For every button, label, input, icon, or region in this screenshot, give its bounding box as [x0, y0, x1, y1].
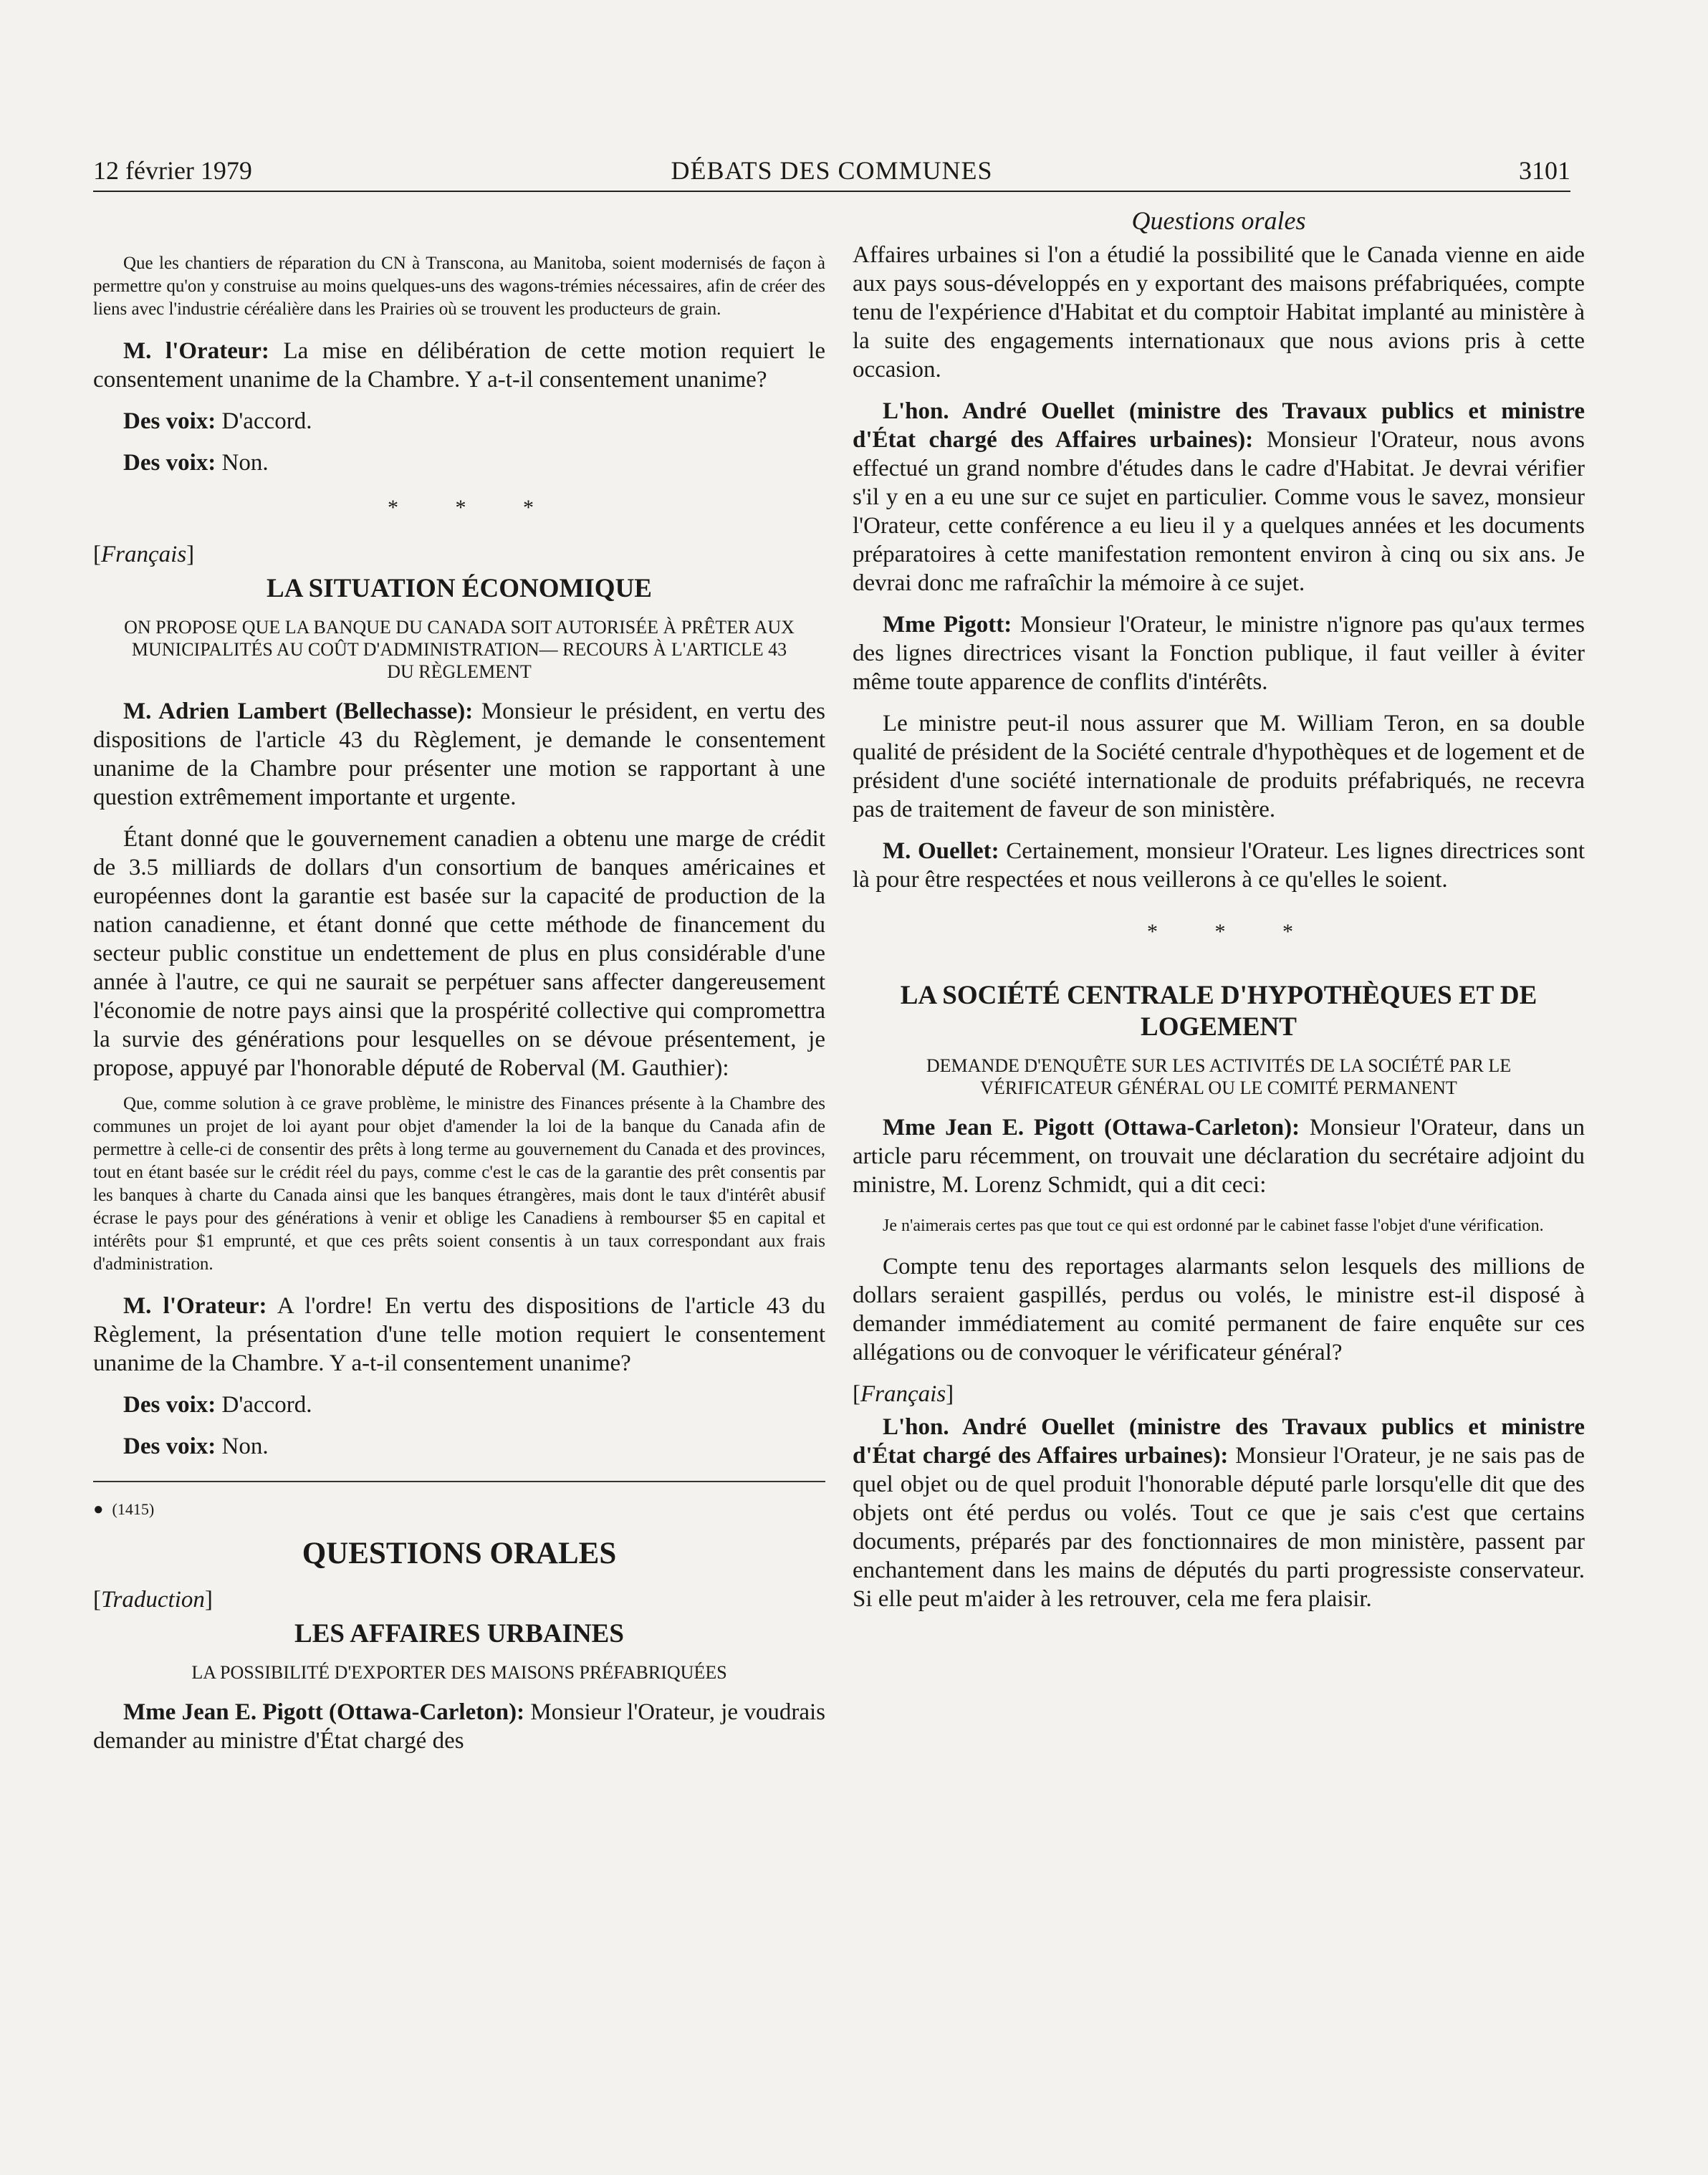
section-separator: * * * — [388, 496, 560, 519]
paragraph — [853, 397, 1585, 597]
speaker-name: M. l'Orateur: — [123, 1293, 267, 1319]
paragraph — [853, 837, 1585, 894]
header-date: 12 février 1979 — [93, 156, 252, 185]
running-head: Questions orales — [1131, 206, 1306, 235]
language-tag: [Traduction] — [93, 1587, 213, 1613]
speaker-name: L'hon. André Ouellet (ministre des Travaux publics et ministre d'État chargé des Affaires urbaines): — [853, 1414, 1585, 1469]
language-label: Français — [860, 1381, 946, 1407]
paragraph: Étant donné que le gouvernement canadien a obtenu une marge de crédit de 3.5 milliards de dollars d'un consortium de banques américaines et européennes dont la garantie est basée sur la capacité de production de la nation canadienne, et étant donné que cette méthode de financement du secteur public constitue un endettement de plus en plus considérable d'une année à l'autre, ce qui ne saurait se perpétuer sans affecter dangereusement l'économie de notre pays ainsi que la prospérité collective qui compromettra la survie des générations pour lesquelles on se dévoue présentement, je propose, appuyé par l'honorable député de Roberval (M. Gauthier): — [93, 826, 825, 1081]
speaker-name: Mme Jean E. Pigott (Ottawa-Carleton): — [123, 1699, 525, 1725]
paragraph: Affaires urbaines si l'on a étudié la possibilité que le Canada vienne en aide aux pays sous-développés en y exportant des maisons préfabriquées, compte tenu de l'expérience d'Habitat et du comptoir Habitat implanté au ministère à la suite des engagements internationaux que nous avions pris à cette occasion. — [853, 242, 1585, 383]
speaker-name: Mme Pigott: — [883, 612, 1012, 638]
speaker-name: Des voix: — [123, 450, 216, 476]
speaker-name: Des voix: — [123, 1434, 216, 1459]
paragraph — [93, 337, 825, 394]
time-marker-text: (1415) — [112, 1500, 155, 1518]
voice-line — [93, 407, 825, 436]
section-separator: * * * — [1147, 920, 1319, 944]
speech-text: Monsieur l'Orateur, je voudrais demander au ministre d'État chargé des — [93, 1699, 825, 1754]
speaker-name: L'hon. André Ouellet (ministre des Travaux publics et ministre d'État chargé des Affaires urbaines): — [853, 398, 1585, 453]
time-marker — [93, 1499, 825, 1519]
speech-text: D'accord. — [221, 1392, 312, 1418]
speech-text: Non. — [221, 450, 269, 476]
speaker-name: M. Adrien Lambert (Bellechasse): — [123, 698, 474, 724]
paragraph: Compte tenu des reportages alarmants selon lesquels des millions de dollars seraient gaspillés, perdus ou volés, le ministre est-il disposé à demander immédiatement au comité permanent de faire enquête sur ces allégations ou de convoquer le vérificateur général? — [853, 1254, 1585, 1365]
paragraph — [93, 1292, 825, 1378]
quoted-statement: Je n'aimerais certes pas que tout ce qui est ordonné par le cabinet fasse l'objet d'une vérification. — [883, 1216, 1544, 1235]
speech-text: D'accord. — [221, 408, 312, 434]
speech-text: Monsieur le président, en vertu des dispositions de l'article 43 du Règlement, je demande le consentement unanime de la Chambre pour présenter une motion se rapportant à une question extrêmement importante et urgente. — [93, 698, 825, 810]
paragraph — [853, 1413, 1585, 1613]
voice-line — [93, 1391, 825, 1419]
paragraph — [93, 1698, 825, 1755]
voice-line — [93, 1432, 825, 1461]
speech-text: Certainement, monsieur l'Orateur. Les lignes directrices sont là pour être respectées et nous veillerons à ce qu'elles le soient. — [853, 838, 1585, 893]
speech-text: Non. — [221, 1434, 269, 1459]
speaker-name: Mme Jean E. Pigott (Ottawa-Carleton): — [883, 1115, 1300, 1141]
left-column — [93, 205, 825, 2053]
motion-quote: Que les chantiers de réparation du CN à Transcona, au Manitoba, soient modernisés de façon à permettre qu'on y construise au moins quelques-uns des wagons-trémies nécessaires, afin de créer des liens avec l'industrie céréalière dans les Prairies où se trouvent les producteurs de grain. — [93, 254, 825, 319]
speaker-name: Des voix: — [123, 408, 216, 434]
header-page-number: 3101 — [1519, 156, 1570, 185]
divider — [93, 1481, 825, 1482]
speech-text: Monsieur l'Orateur, le ministre n'ignore pas qu'aux termes des lignes directrices visant la Fonction publique, il faut veiller à éviter même toute apparence de conflits d'intérêts. — [853, 612, 1585, 695]
motion-quote: Que, comme solution à ce grave problème, le ministre des Finances présente à la Chambre des communes un projet de loi ayant pour objet d'amender la loi de la banque du Canada afin de permettre à celle-ci de consentir des prêts à long terme au gouvernement du Canada et des provinces, tout en étant basée sur le crédit réel du pays, comme c'est le cas de la garantie des prêt consentis par les banques à charte du Canada ainsi que les banques étrangères, mais dont le taux d'intérêt abusif écrase le pays pour des générations à venir et oblige les Canadiens à rembourser $5 en capital et intérêts pour $1 emprunté, et que ces prêts soient consentis à un taux correspondant aux frais d'administration. — [93, 1094, 825, 1274]
language-tag: [Français] — [853, 1381, 954, 1407]
paragraph — [93, 697, 825, 812]
language-label: Français — [101, 542, 187, 567]
paragraph — [853, 610, 1585, 696]
header-title: DÉBATS DES COMMUNES — [671, 156, 993, 185]
paragraph: Le ministre peut-il nous assurer que M. William Teron, en sa double qualité de président de la Société centrale d'hypothèques et de logement et de président d'une société internationale de produits préfabriqués, ne recevra pas de traitement de faveur de son ministère. — [853, 711, 1585, 822]
speech-text: La mise en délibération de cette motion requiert le consentement unanime de la Chambre. Y a-t-il consentement unanime? — [93, 338, 825, 393]
section-subtitle: DEMANDE D'ENQUÊTE SUR LES ACTIVITÉS DE LA SOCIÉTÉ PAR LE VÉRIFICATEUR GÉNÉRAL OU LE COMITÉ PERMANENT — [926, 1055, 1512, 1098]
speaker-name: M. Ouellet: — [883, 838, 999, 864]
section-title: LES AFFAIRES URBAINES — [294, 1619, 624, 1648]
speaker-name: Des voix: — [123, 1392, 216, 1418]
speech-text: Monsieur l'Orateur, je ne sais pas de quel objet ou de quel produit l'honorable député parle lorsqu'elle dit que des objets ont été perdus ou volés. Tout ce que je sais c'est que certains documents, préparés par des fonctionnaires de mon ministère, passent par enchantement dans les mains de députés du parti progressiste conservateur. Si elle peut m'aider à les retrouver, cela me fera plaisir. — [853, 1443, 1585, 1612]
paragraph — [853, 1113, 1585, 1199]
speaker-name: M. l'Orateur: — [123, 338, 269, 364]
language-tag: [Français] — [93, 542, 195, 567]
page-header — [93, 152, 1570, 192]
section-subtitle: LA POSSIBILITÉ D'EXPORTER DES MAISONS PRÉFABRIQUÉES — [191, 1662, 727, 1683]
voice-line — [93, 448, 825, 477]
speech-text: Monsieur l'Orateur, dans un article paru récemment, on trouvait une déclaration du secrétaire adjoint du ministre, M. Lorenz Schmidt, qui a dit ceci: — [853, 1115, 1585, 1198]
section-title: LA SOCIÉTÉ CENTRALE D'HYPOTHÈQUES ET DE LOGEMENT — [900, 981, 1537, 1042]
questions-title: QUESTIONS ORALES — [302, 1537, 617, 1570]
speech-text: A l'ordre! En vertu des dispositions de l'article 43 du Règlement, la présentation d'une telle motion requiert le consentement unanime de la Chambre. Y a-t-il consentement unanime? — [93, 1293, 825, 1376]
right-column — [853, 205, 1585, 2053]
section-title: LA SITUATION ÉCONOMIQUE — [267, 574, 652, 603]
language-label: Traduction — [101, 1587, 205, 1613]
speech-text: Monsieur l'Orateur, nous avons effectué un grand nombre d'études dans le cadre d'Habitat. Je devrai vérifier s'il y en a eu une sur ce sujet en particulier. Comme vous le savez, monsieur l'Orateur, cette conférence a eu lieu il y a quelques années et les documents préparatoires à cette manifestation remontent environ à cinq ou six ans. Je devrai donc me rafraîchir la mémoire à ce sujet. — [853, 427, 1585, 596]
section-subtitle: ON PROPOSE QUE LA BANQUE DU CANADA SOIT AUTORISÉE À PRÊTER AUX MUNICIPALITÉS AU COÛT D'ADMINISTRATION— RECOURS À L'ARTICLE 43 DU RÈGLEMENT — [124, 617, 795, 682]
bullet-dot-icon: ● — [93, 1500, 104, 1519]
